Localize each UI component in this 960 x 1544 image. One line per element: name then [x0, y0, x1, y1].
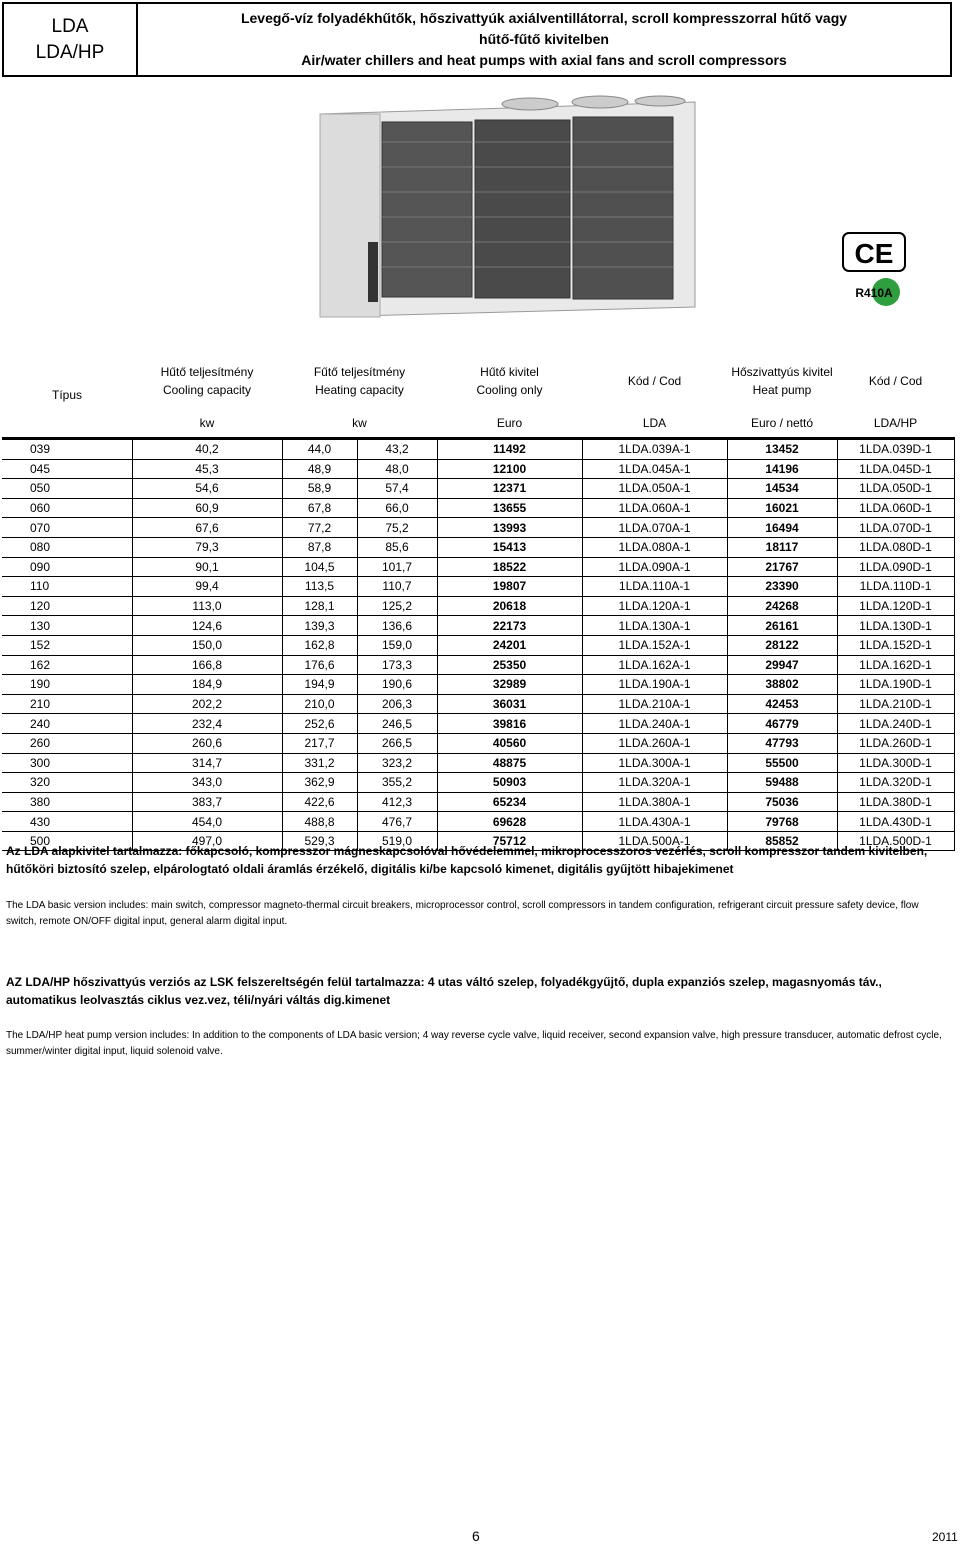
table-cell: 355,2 [357, 773, 437, 793]
table-cell: 54,6 [132, 479, 282, 499]
ldahp-description-en: The LDA/HP heat pump version includes: In addition to the components of LDA basic version; 4 way reverse cycle valve, liquid receiver, second expansion valve, high pressure transducer, automatic defrost cycle, summer/winter digital input, liquid solenoid valve. [6, 1030, 942, 1057]
table-cell: 113,0 [132, 596, 282, 616]
table-cell: 36031 [437, 694, 582, 714]
title-hu-line1: Levegő-víz folyadékhűtők, hőszivattyúk axiálventillátorral, scroll kompresszorral hűtő vagy [240, 10, 848, 26]
table-row [2, 675, 954, 695]
table-row [2, 733, 954, 753]
table-cell: 1LDA.162A-1 [582, 655, 727, 675]
table-cell: 1LDA.120A-1 [582, 596, 727, 616]
table-cell: 113,5 [282, 577, 357, 597]
lda-description-hu: Az LDA alapkivitel tartalmazza: főkapcsoló, kompresszor mágneskapcsolóval hővédelemmel, mikroprocesszoros vezérlés, scroll kompresszor tandem kivitelben, hűtőköri biztosító szelep, elpárologtató oldali áramlás érzékelő, digitális ki/be kapcsoló kimenet, digitális gyűjtött hibajekimenet [6, 844, 928, 876]
table-row [2, 518, 954, 538]
table-cell: 529,3 [282, 831, 357, 851]
table-cell: 1LDA.380A-1 [582, 792, 727, 812]
table-cell: 58,9 [282, 479, 357, 499]
table-cell: 66,0 [357, 498, 437, 518]
lda-description-en: The LDA basic version includes: main switch, compressor magneto-thermal circuit breakers, microprocessor control, scroll compressors in tandem configuration, refrigerant circuit pressure safety device, flow switch, remote ON/OFF digital input, general alarm digital input. [6, 900, 919, 927]
table-cell: 40560 [437, 733, 582, 753]
table-cell: 1LDA.380D-1 [837, 792, 954, 812]
table-row [2, 498, 954, 518]
table-cell: 1LDA.500D-1 [837, 831, 954, 851]
table-cell: 173,3 [357, 655, 437, 675]
table-cell: 50903 [437, 773, 582, 793]
table-cell: 59488 [727, 773, 837, 793]
col-kod-ldahp: Kód / Cod [868, 374, 923, 388]
table-cell: 1LDA.045D-1 [837, 459, 954, 479]
table-cell: 320 [2, 773, 132, 793]
page-number: 6 [472, 1528, 480, 1544]
table-cell: 412,3 [357, 792, 437, 812]
table-cell: 090 [2, 557, 132, 577]
spec-table [2, 353, 955, 851]
table-cell: 210,0 [282, 694, 357, 714]
table-cell: 150,0 [132, 635, 282, 655]
table-cell: 162,8 [282, 635, 357, 655]
table-cell: 18117 [727, 537, 837, 557]
table-row [2, 459, 954, 479]
unit-euro-netto: Euro / nettó [750, 416, 814, 430]
table-cell: 48,0 [357, 459, 437, 479]
table-cell: 45,3 [132, 459, 282, 479]
table-cell: 300 [2, 753, 132, 773]
unit-ldahp: LDA/HP [873, 416, 918, 430]
table-cell: 1LDA.080D-1 [837, 537, 954, 557]
table-cell: 331,2 [282, 753, 357, 773]
table-cell: 79,3 [132, 537, 282, 557]
col-kod-lda: Kód / Cod [627, 374, 682, 388]
table-cell: 232,4 [132, 714, 282, 734]
col-heating-capacity: Fűtő teljesítmény Heating capacity [313, 365, 406, 397]
table-cell: 430 [2, 812, 132, 832]
table-row [2, 537, 954, 557]
table-cell: 1LDA.130A-1 [582, 616, 727, 636]
table-cell: 1LDA.240D-1 [837, 714, 954, 734]
table-cell: 080 [2, 537, 132, 557]
table-cell: 343,0 [132, 773, 282, 793]
table-cell: 050 [2, 479, 132, 499]
table-cell: 23390 [727, 577, 837, 597]
table-cell: 110,7 [357, 577, 437, 597]
table-cell: 070 [2, 518, 132, 538]
table-cell: 60,9 [132, 498, 282, 518]
col-heat-pump: Hőszivattyús kivitel Heat pump [731, 365, 833, 397]
table-row [2, 479, 954, 499]
title-box [138, 4, 950, 75]
table-cell: 1LDA.190A-1 [582, 675, 727, 695]
table-cell: 039 [2, 439, 132, 460]
table-cell: 79768 [727, 812, 837, 832]
table-cell: 190 [2, 675, 132, 695]
table-cell: 14534 [727, 479, 837, 499]
table-cell: 24201 [437, 635, 582, 655]
table-cell: 266,5 [357, 733, 437, 753]
table-row [2, 616, 954, 636]
table-cell: 045 [2, 459, 132, 479]
table-cell: 13452 [727, 439, 837, 460]
table-cell: 252,6 [282, 714, 357, 734]
table-cell: 14196 [727, 459, 837, 479]
table-cell: 43,2 [357, 439, 437, 460]
table-cell: 1LDA.070D-1 [837, 518, 954, 538]
table-cell: 48,9 [282, 459, 357, 479]
table-cell: 47793 [727, 733, 837, 753]
table-cell: 1LDA.130D-1 [837, 616, 954, 636]
table-cell: 1LDA.110D-1 [837, 577, 954, 597]
table-cell: 48875 [437, 753, 582, 773]
table-cell: 1LDA.120D-1 [837, 596, 954, 616]
table-cell: 39816 [437, 714, 582, 734]
table-cell: 136,6 [357, 616, 437, 636]
table-cell: 500 [2, 831, 132, 851]
table-cell: 060 [2, 498, 132, 518]
unit-kw-cooling: kw [199, 416, 215, 430]
table-cell: 1LDA.060A-1 [582, 498, 727, 518]
table-cell: 12100 [437, 459, 582, 479]
table-row [2, 635, 954, 655]
table-row [2, 557, 954, 577]
table-cell: 67,8 [282, 498, 357, 518]
table-cell: 1LDA.060D-1 [837, 498, 954, 518]
table-cell: 104,5 [282, 557, 357, 577]
table-cell: 139,3 [282, 616, 357, 636]
header-box [2, 2, 952, 77]
table-cell: 1LDA.300A-1 [582, 753, 727, 773]
table-cell: 1LDA.320D-1 [837, 773, 954, 793]
chiller-product-image [300, 92, 700, 322]
table-cell: 19807 [437, 577, 582, 597]
table-cell: 1LDA.430D-1 [837, 812, 954, 832]
table-cell: 152 [2, 635, 132, 655]
table-cell: 1LDA.430A-1 [582, 812, 727, 832]
table-row [2, 694, 954, 714]
table-cell: 1LDA.210D-1 [837, 694, 954, 714]
table-cell: 1LDA.210A-1 [582, 694, 727, 714]
table-row [2, 812, 954, 832]
table-row [2, 792, 954, 812]
ce-r410a-logo [840, 230, 910, 310]
table-cell: 159,0 [357, 635, 437, 655]
table-cell: 1LDA.162D-1 [837, 655, 954, 675]
table-cell: 1LDA.152D-1 [837, 635, 954, 655]
table-cell: 1LDA.090D-1 [837, 557, 954, 577]
table-cell: 260,6 [132, 733, 282, 753]
table-cell: 162 [2, 655, 132, 675]
table-cell: 210 [2, 694, 132, 714]
table-cell: 176,6 [282, 655, 357, 675]
table-cell: 25350 [437, 655, 582, 675]
table-cell: 67,6 [132, 518, 282, 538]
table-cell: 90,1 [132, 557, 282, 577]
table-cell: 488,8 [282, 812, 357, 832]
table-cell: 1LDA.152A-1 [582, 635, 727, 655]
table-cell: 240 [2, 714, 132, 734]
table-cell: 42453 [727, 694, 837, 714]
table-cell: 99,4 [132, 577, 282, 597]
table-cell: 26161 [727, 616, 837, 636]
svg-text:CE: CE [854, 238, 894, 269]
table-cell: 246,5 [357, 714, 437, 734]
table-cell: 87,8 [282, 537, 357, 557]
table-cell: 1LDA.300D-1 [837, 753, 954, 773]
table-cell: 75,2 [357, 518, 437, 538]
table-cell: 476,7 [357, 812, 437, 832]
table-cell: 32989 [437, 675, 582, 695]
table-cell: 1LDA.260A-1 [582, 733, 727, 753]
table-cell: 206,3 [357, 694, 437, 714]
table-cell: 454,0 [132, 812, 282, 832]
table-cell: 260 [2, 733, 132, 753]
table-cell: 1LDA.050D-1 [837, 479, 954, 499]
table-cell: 1LDA.090A-1 [582, 557, 727, 577]
table-cell: 362,9 [282, 773, 357, 793]
table-cell: 217,7 [282, 733, 357, 753]
table-cell: 55500 [727, 753, 837, 773]
table-cell: 101,7 [357, 557, 437, 577]
table-cell: 65234 [437, 792, 582, 812]
r410a-badge: R410A [855, 286, 893, 300]
table-cell: 130 [2, 616, 132, 636]
title-hu-line2: hűtő-fűtő kivitelben [479, 31, 609, 47]
title-en: Air/water chillers and heat pumps with axial fans and scroll compressors [301, 52, 787, 68]
table-cell: 380 [2, 792, 132, 812]
table-cell: 184,9 [132, 675, 282, 695]
col-tipus: Típus [51, 388, 82, 402]
table-cell: 15413 [437, 537, 582, 557]
table-cell: 125,2 [357, 596, 437, 616]
table-cell: 1LDA.039D-1 [837, 439, 954, 460]
table-cell: 1LDA.190D-1 [837, 675, 954, 695]
ldahp-description-hu: AZ LDA/HP hőszivattyús verziós az LSK felszereltségén felül tartalmazza: 4 utas váltó szelep, folyadékgyűjtő, dupla expanziós szelep, magasnyomás táv., automatikus leolvasztás ciklus vez.vez, téli/nyári váltás dig.kimenet [6, 975, 882, 1007]
table-row [2, 655, 954, 675]
spec-table-body [2, 439, 954, 851]
table-cell: 422,6 [282, 792, 357, 812]
col-cooling-only: Hűtő kivitel Cooling only [476, 365, 543, 397]
unit-kw-heating: kw [352, 416, 367, 430]
table-cell: 128,1 [282, 596, 357, 616]
table-cell: 1LDA.070A-1 [582, 518, 727, 538]
table-cell: 1LDA.240A-1 [582, 714, 727, 734]
table-cell: 40,2 [132, 439, 282, 460]
table-cell: 38802 [727, 675, 837, 695]
col-cooling-capacity: Hűtő teljesítmény Cooling capacity [160, 365, 254, 397]
table-cell: 519,0 [357, 831, 437, 851]
table-row [2, 773, 954, 793]
table-row [2, 753, 954, 773]
table-cell: 29947 [727, 655, 837, 675]
table-cell: 1LDA.045A-1 [582, 459, 727, 479]
table-cell: 13655 [437, 498, 582, 518]
table-row [2, 577, 954, 597]
table-cell: 28122 [727, 635, 837, 655]
table-cell: 383,7 [132, 792, 282, 812]
table-cell: 69628 [437, 812, 582, 832]
table-cell: 12371 [437, 479, 582, 499]
table-cell: 323,2 [357, 753, 437, 773]
table-cell: 11492 [437, 439, 582, 460]
table-row [2, 596, 954, 616]
table-row [2, 439, 954, 460]
table-cell: 202,2 [132, 694, 282, 714]
table-cell: 1LDA.080A-1 [582, 537, 727, 557]
footer-year: 2011 [932, 1530, 958, 1544]
table-cell: 110 [2, 577, 132, 597]
table-cell: 85852 [727, 831, 837, 851]
table-cell: 1LDA.500A-1 [582, 831, 727, 851]
table-cell: 1LDA.320A-1 [582, 773, 727, 793]
table-row [2, 714, 954, 734]
table-cell: 190,6 [357, 675, 437, 695]
table-cell: 166,8 [132, 655, 282, 675]
table-cell: 75712 [437, 831, 582, 851]
table-cell: 18522 [437, 557, 582, 577]
table-cell: 85,6 [357, 537, 437, 557]
table-cell: 46779 [727, 714, 837, 734]
table-cell: 57,4 [357, 479, 437, 499]
table-cell: 16021 [727, 498, 837, 518]
table-cell: 120 [2, 596, 132, 616]
table-cell: 44,0 [282, 439, 357, 460]
unit-euro: Euro [496, 416, 523, 430]
table-cell: 497,0 [132, 831, 282, 851]
table-cell: 22173 [437, 616, 582, 636]
table-cell: 16494 [727, 518, 837, 538]
table-cell: 20618 [437, 596, 582, 616]
table-cell: 24268 [727, 596, 837, 616]
table-cell: 1LDA.260D-1 [837, 733, 954, 753]
table-cell: 75036 [727, 792, 837, 812]
table-cell: 21767 [727, 557, 837, 577]
table-cell: 77,2 [282, 518, 357, 538]
table-cell: 124,6 [132, 616, 282, 636]
unit-lda: LDA [642, 416, 667, 430]
model-name-lda: LDA [51, 15, 89, 37]
table-cell: 13993 [437, 518, 582, 538]
table-cell: 194,9 [282, 675, 357, 695]
table-cell: 314,7 [132, 753, 282, 773]
table-cell: 1LDA.039A-1 [582, 439, 727, 460]
table-cell: 1LDA.050A-1 [582, 479, 727, 499]
table-cell: 1LDA.110A-1 [582, 577, 727, 597]
model-box [4, 4, 138, 75]
model-name-ldahp: LDA/HP [35, 41, 105, 63]
